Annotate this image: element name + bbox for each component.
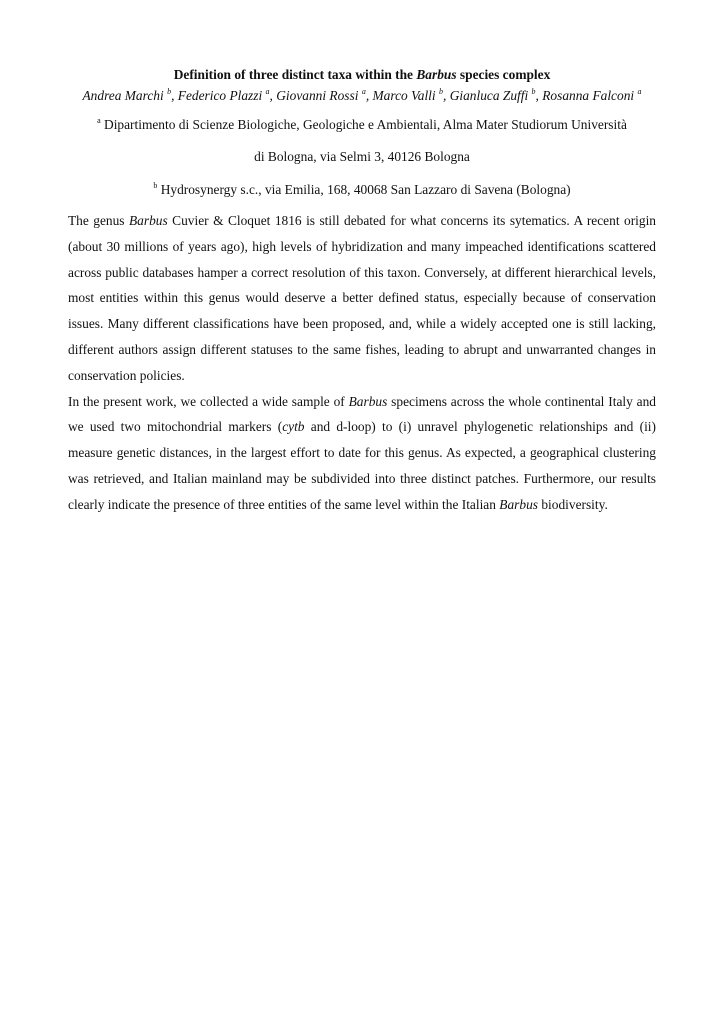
- author-list: [68, 83, 656, 109]
- marker-name: cytb: [282, 419, 305, 435]
- affiliation-mark: a: [97, 116, 101, 125]
- author-name: Andrea Marchi: [82, 88, 164, 103]
- title-text-end: species complex: [456, 67, 551, 82]
- author-separator: ,: [535, 88, 543, 103]
- author-name: Rosanna Falconi: [542, 88, 635, 103]
- title-genus: Barbus: [416, 67, 457, 82]
- abstract: [68, 208, 656, 518]
- affiliation-mark: b: [153, 181, 158, 190]
- author-separator: ,: [269, 88, 277, 103]
- author-separator: ,: [365, 88, 373, 103]
- author-separator: ,: [442, 88, 450, 103]
- affiliation-a-line1: [68, 109, 656, 141]
- affiliation-a-line2: di Bologna, via Selmi 3, 40126 Bologna: [254, 149, 470, 164]
- document-page: [68, 66, 656, 518]
- genus-name: Barbus: [499, 496, 538, 512]
- abstract-text: biodiversity.: [538, 496, 608, 512]
- author-name: Federico Plazzi: [177, 88, 263, 103]
- author-separator: ,: [171, 88, 178, 103]
- author-affiliation-mark: b: [531, 87, 536, 96]
- author-affiliation-mark: a: [361, 87, 366, 96]
- author-affiliation-mark: b: [167, 87, 172, 96]
- genus-name: Barbus: [348, 393, 388, 409]
- abstract-paragraph-2: [68, 389, 656, 518]
- author-name: Marco Valli: [372, 88, 436, 103]
- affiliation-a: [68, 109, 656, 173]
- author-affiliation-mark: a: [637, 87, 642, 96]
- abstract-text: In the present work, we collected a wide sample of: [68, 393, 349, 409]
- paper-title: [68, 66, 656, 83]
- author-affiliation-mark: b: [438, 87, 443, 96]
- author-affiliation-mark: a: [265, 87, 270, 96]
- abstract-text: specimens across the whole continental Italy and we used two mitochondrial markers (: [68, 393, 656, 435]
- abstract-text: Cuvier & Cloquet 1816 is still debated for what concerns its sytematics. A recent origin (about 30 millions of years ago), high levels of hybridization and many impeached identifications scattered across public databases hamper a correct resolution of this taxon. Conversely, at different hierarchical levels, most entities within this genus would deserve a better defined status, especially because of conservation issues. Many different classifications have been proposed, and, while a widely accepted one is still lacking, different authors assign different statuses to the same fishes, leading to abrupt and unwarranted changes in conservation policies.: [68, 213, 656, 383]
- author-name: Gianluca Zuffi: [449, 88, 529, 103]
- genus-name: Barbus: [129, 213, 168, 228]
- affiliation-b: [68, 174, 656, 206]
- abstract-text: The genus: [68, 213, 129, 228]
- author-name: Giovanni Rossi: [276, 88, 359, 103]
- title-text: Definition of three distinct taxa within the: [173, 67, 417, 82]
- affiliation-text: Hydrosynergy s.c., via Emilia, 168, 40068 San Lazzaro di Savena (Bologna): [157, 182, 571, 197]
- abstract-paragraph-1: [68, 208, 656, 389]
- abstract-text: and d-loop) to (i) unravel phylogenetic relationships and (ii) measure genetic distances, in the largest effort to date for this genus. As expected, a geographical clustering was retrieved, and Italian mainland may be subdivided into three distinct patches. Furthermore, our results clearly indicate the presence of three entities of the same level within the Italian: [68, 419, 656, 512]
- affiliation-text: Dipartimento di Scienze Biologiche, Geologiche e Ambientali, Alma Mater Studiorum Università: [100, 117, 627, 132]
